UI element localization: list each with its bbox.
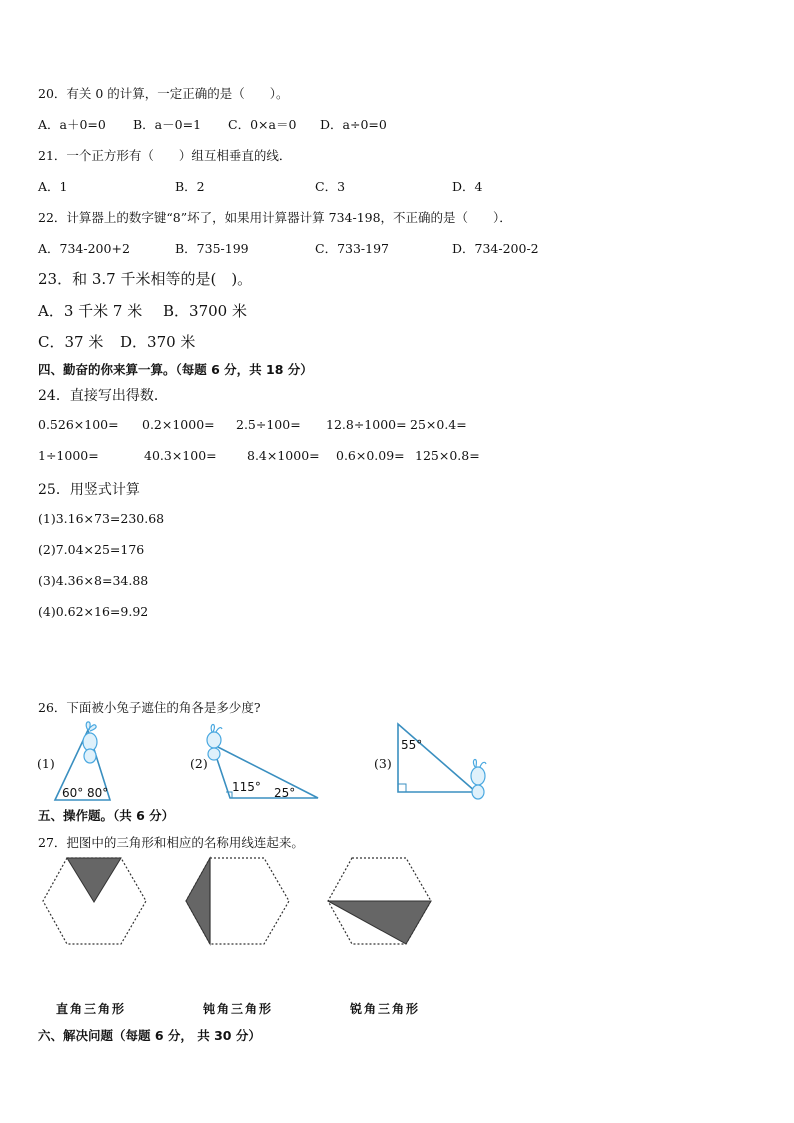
q25-item: (2)7.04×25=176 [38,542,145,557]
q24-item: 125×0.8= [415,448,480,463]
q24-item: 0.526×100= [38,417,119,432]
q26-fig3-triangle [392,720,492,804]
q25-item: (3)4.36×8=34.88 [38,573,149,588]
q23-option-d[interactable]: D．370 米 [120,333,196,351]
q27-hexagon-1 [40,855,150,947]
q21-option-a[interactable]: A．1 [38,179,68,194]
q27-hexagon-3 [325,855,435,947]
bunny-icon [83,733,97,751]
q20-option-a[interactable]: A．a＋0=0 [38,117,106,132]
q26-fig1-angle: 80° [87,786,109,800]
q22-option-b[interactable]: B．735-199 [175,241,249,256]
q21-option-d[interactable]: D．4 [452,179,483,194]
q24-item: 12.8÷1000= [326,417,407,432]
q20-stem: 20．有关 0 的计算，一定正确的是（ ）。 [38,86,289,101]
section5-title: 五、操作题。（共 6 分） [38,808,175,823]
q21-option-c[interactable]: C．3 [315,179,346,194]
section6-title: 六、解决问题（每题 6 分， 共 30 分） [38,1028,261,1043]
q24-item: 1÷1000= [38,448,99,463]
q26-fig1-triangle [50,720,120,804]
bunny-icon [207,732,221,748]
q22-option-c[interactable]: C．733-197 [315,241,390,256]
q26-fig3-angle: 55° [401,738,423,752]
q24-item: 0.2×1000= [142,417,215,432]
q27-name-acute-triangle: 锐角三角形 [350,1002,421,1016]
q24-item: 2.5÷100= [236,417,301,432]
q26-fig1-label: (1) [37,756,55,771]
q20-option-b[interactable]: B．a－0=1 [133,117,202,132]
q26-fig2-angle: 115° [232,780,261,794]
q25-stem: 25．用竖式计算 [38,482,140,498]
q24-item: 0.6×0.09= [336,448,405,463]
q23-option-b[interactable]: B．3700 米 [163,302,247,320]
q21-option-b[interactable]: B．2 [175,179,205,194]
q21-stem: 21．一个正方形有（ ）组互相垂直的线． [38,148,292,163]
q23-option-a[interactable]: A．3 千米 7 米 [38,302,143,320]
q27-name-right-triangle: 直角三角形 [56,1002,127,1016]
q27-stem: 27．把图中的三角形和相应的名称用线连起来。 [38,835,304,850]
q26-fig2-triangle [200,722,325,802]
q24-item: 8.4×1000= [247,448,320,463]
q24-stem: 24．直接写出得数． [38,388,168,404]
q26-fig1-angle: 60° [62,786,84,800]
q23-option-c[interactable]: C．37 米 [38,333,104,351]
section4-title: 四、勤奋的你来算一算。（每题 6 分，共 18 分） [38,362,313,377]
q24-item: 40.3×100= [144,448,217,463]
q26-fig3-label: (3) [374,756,392,771]
q27-hexagon-2 [183,855,293,947]
bunny-icon [471,767,485,785]
q22-stem: 22．计算器上的数字键“8”坏了，如果用计算器计算 734-198，不正确的是（ ）． [38,210,512,225]
q25-item: (4)0.62×16=9.92 [38,604,149,619]
q23-stem: 23．和 3.7 千米相等的是( )。 [38,270,253,288]
q20-option-c[interactable]: C．0×a＝0 [228,117,297,132]
q22-option-a[interactable]: A．734-200+2 [38,241,130,256]
q25-item: (1)3.16×73=230.68 [38,511,165,526]
q27-name-obtuse-triangle: 钝角三角形 [203,1002,274,1016]
q26-fig2-label: (2) [190,756,208,771]
q20-option-d[interactable]: D．a÷0=0 [320,117,387,132]
q22-option-d[interactable]: D．734-200-2 [452,241,539,256]
q24-item: 25×0.4= [410,417,467,432]
bunny-icon [86,722,96,731]
q26-fig2-angle: 25° [274,786,296,800]
q26-stem: 26．下面被小兔子遮住的角各是多少度? [38,700,261,715]
